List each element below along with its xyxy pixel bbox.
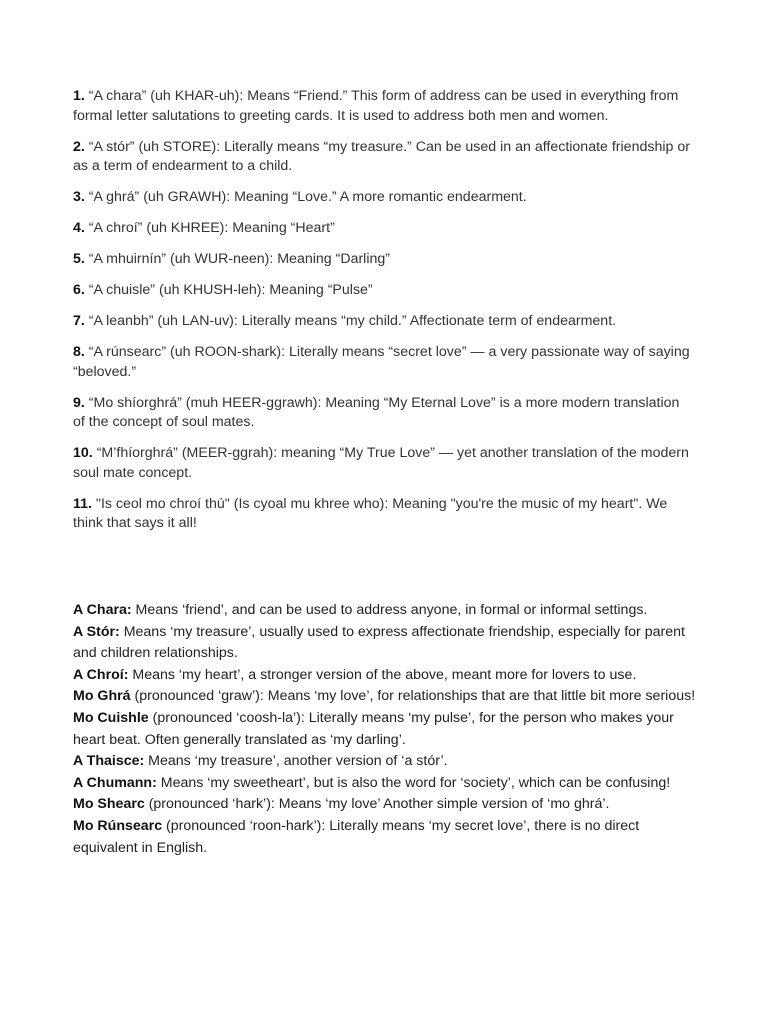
glossary-term: A Thaisce: (73, 753, 145, 770)
glossary-definition: (pronounced ‘coosh-la’): Literally means ‘my pulse’, for the person who makes your heart beat. Often generally translated as ‘my darling’. (73, 709, 674, 748)
item-text: “M’fhíorghrá” (MEER-ggrah): meaning “My True Love” — yet another translation of the modern soul mate concept. (73, 445, 689, 481)
glossary-entry-mo-shearc (73, 794, 698, 816)
glossary-entry-mo-cuishle (73, 708, 698, 751)
item-number: 11. (73, 495, 92, 512)
numbered-item-7 (73, 312, 693, 332)
numbered-item-10 (73, 444, 693, 483)
glossary-definition: Means ‘my sweetheart’, but is also the word for ‘society’, which can be confusing! (156, 774, 671, 791)
glossary-entry-a-chroi (73, 665, 698, 687)
item-number: 5. (73, 251, 85, 267)
glossary-term: A Chara: (73, 602, 132, 618)
glossary-list (73, 600, 698, 859)
glossary-definition: (pronounced ‘hark’): Means ‘my love’ Another simple version of ‘mo ghrá’. (144, 796, 610, 813)
glossary-entry-a-chumann (73, 773, 698, 795)
item-text: “A stór” (uh STORE): Literally means “my treasure.” Can be used in an affectionate friendship or as a term of endearment to a child. (73, 138, 690, 174)
item-text: “A rúnsearc” (uh ROON-shark): Literally means “secret love” — a very passionate way of saying “beloved.” (73, 344, 690, 380)
numbered-item-1 (73, 87, 693, 126)
glossary-entry-a-chara (73, 600, 698, 622)
glossary-definition: Means ‘my treasure’, another version of ‘a stór’. (144, 753, 448, 770)
glossary-term: Mo Shearc (73, 796, 145, 813)
numbered-item-8 (73, 343, 693, 382)
item-number: 2. (73, 138, 85, 155)
item-number: 8. (73, 344, 85, 360)
item-text: "Is ceol mo chroí thú" (Is cyoal mu khree who): Meaning "you're the music of my heart". We think that says it all! (73, 495, 668, 531)
item-text: “A chroí” (uh KHREE): Meaning “Heart” (88, 220, 335, 236)
glossary-term: A Stór: (73, 623, 120, 640)
glossary-entry-a-thaisce (73, 751, 698, 773)
glossary-definition: (pronounced ‘graw’): Means ‘my love’, for relationships that are that little bit more serious! (130, 688, 696, 705)
item-text: “A ghrá” (uh GRAWH): Meaning “Love.” A more romantic endearment. (88, 189, 527, 205)
numbered-terms-list (73, 87, 693, 545)
item-number: 4. (73, 220, 85, 236)
glossary-definition: Means ‘friend’, and can be used to address anyone, in formal or informal settings. (131, 602, 648, 618)
glossary-entry-mo-runsearc (73, 816, 698, 859)
glossary-definition: Means ‘my heart’, a stronger version of the above, meant more for lovers to use. (128, 666, 637, 683)
item-number: 1. (73, 88, 85, 104)
item-text: “A chuisle” (uh KHUSH-leh): Meaning “Pulse” (88, 282, 373, 298)
glossary-definition: Means ‘my treasure’, usually used to express affectionate friendship, especially for parent and children relationships. (73, 623, 685, 662)
numbered-item-4 (73, 219, 693, 239)
item-text: “A chara” (uh KHAR-uh): Means “Friend.” This form of address can be used in everything from formal letter salutations to greeting cards. It is used to address both men and women. (73, 88, 679, 124)
glossary-term: A Chroí: (73, 666, 129, 683)
item-number: 6. (73, 282, 85, 298)
numbered-item-9 (73, 394, 693, 433)
item-number: 7. (73, 313, 85, 329)
numbered-item-2 (73, 138, 693, 177)
numbered-item-11 (73, 495, 693, 534)
numbered-item-6 (73, 281, 693, 301)
glossary-entry-a-stor (73, 622, 698, 665)
numbered-item-5 (73, 250, 693, 270)
glossary-term: Mo Rúnsearc (73, 817, 163, 834)
glossary-entry-mo-ghra (73, 686, 698, 708)
item-number: 3. (73, 189, 85, 205)
glossary-term: A Chumann: (73, 774, 157, 791)
item-number: 9. (73, 394, 85, 411)
item-number: 10. (73, 445, 93, 461)
numbered-item-3 (73, 188, 693, 208)
item-text: “Mo shíorghrá” (muh HEER-ggrawh): Meaning “My Eternal Love” is a more modern translation of the concept of soul mates. (73, 394, 680, 430)
glossary-term: Mo Cuishle (73, 709, 149, 726)
item-text: “A leanbh” (uh LAN-uv): Literally means “my child.” Affectionate term of endearment. (88, 313, 617, 329)
item-text: “A mhuirnín” (uh WUR-neen): Meaning “Darling” (88, 251, 390, 267)
glossary-definition: (pronounced ‘roon-hark’): Literally means ‘my secret love’, there is no direct equivalent in English. (73, 817, 640, 856)
glossary-term: Mo Ghrá (73, 688, 131, 705)
